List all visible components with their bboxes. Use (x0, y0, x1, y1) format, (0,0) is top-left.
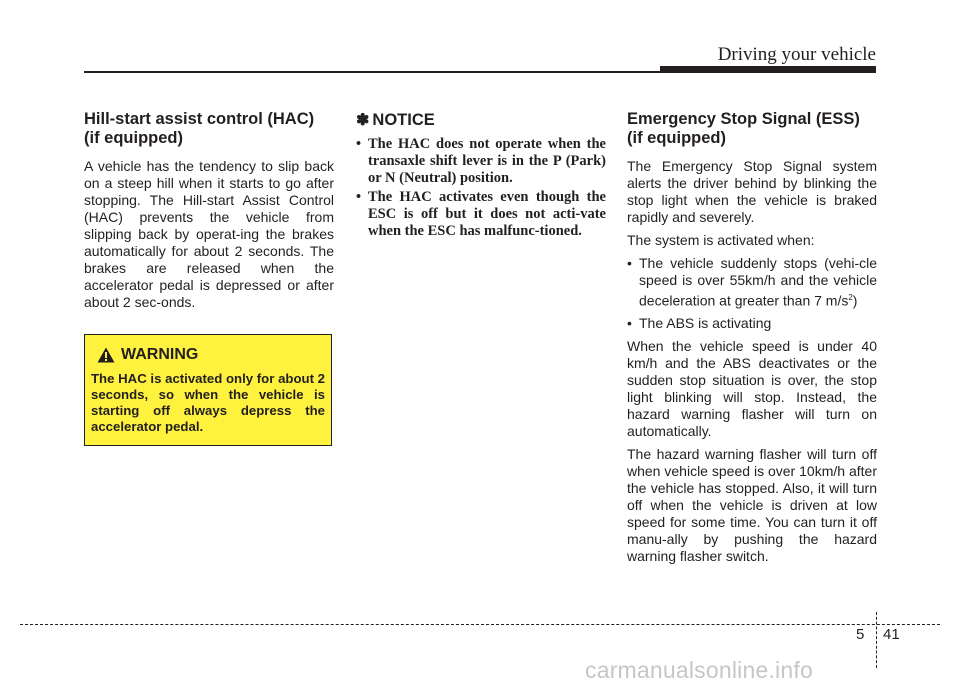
warning-title: WARNING (121, 346, 199, 363)
ess-deactivate-paragraph: When the vehicle speed is under 40 km/h and the ABS deactivates or the sudden stop situation is over, the stop light blinking will stop. Instead, the hazard warning flasher will turn on automatically. (627, 337, 877, 439)
ess-heading-line1: Emergency Stop Signal (ESS) (627, 110, 860, 128)
page-number: 41 (883, 626, 900, 643)
notice-item (356, 136, 606, 187)
bullet: • (356, 189, 362, 205)
hac-heading-line1: Hill-start assist control (HAC) (84, 110, 315, 128)
warning-box (84, 334, 332, 446)
warning-triangle-icon (97, 347, 115, 363)
column-ess (627, 110, 877, 571)
notice-item (356, 189, 606, 240)
ess-condition-end: ) (852, 292, 858, 309)
warning-text: The HAC is activated only for about 2 seconds, so when the vehicle is starting off always depress the accelerator pedal. (91, 371, 325, 434)
notice-list (356, 136, 606, 240)
section-title: Driving your vehicle (717, 44, 876, 65)
chapter-number: 5 (856, 626, 865, 643)
bullet: • (627, 255, 632, 271)
hac-heading (84, 110, 334, 148)
ess-heading-line2: (if equipped) (627, 129, 726, 147)
bullet: • (627, 314, 632, 331)
ess-intro: The Emergency Stop Signal system alerts the driver behind by blinking the stop light when the vehicle is braked rapidly and severely. (627, 158, 877, 225)
footer-divider (876, 612, 877, 668)
ess-flasher-paragraph: The hazard warning flasher will turn off when vehicle speed is over 10km/h after the vehicle has stopped. Also, it will turn off when the vehicle is driven at low speed for some time. You can turn it off manu-ally by pushing the hazard warning flasher switch. (627, 445, 877, 564)
notice-star-icon: ✽ (356, 112, 370, 129)
bullet: • (356, 136, 362, 152)
ess-condition-item (627, 255, 877, 310)
ess-condition-item (627, 315, 877, 332)
hac-heading-line2: (if equipped) (84, 129, 183, 147)
notice-item-text: The HAC activates even though the ESC is off but it does not acti-vate when the ESC has malfunc-tioned. (368, 189, 606, 239)
ess-activated-when: The system is activated when: (627, 232, 815, 248)
hac-body: A vehicle has the tendency to slip back on a steep hill when it starts to go after stopping. The Hill-start Assist Control (HAC) prevents the vehicle from slipping back by operat-ing the brakes automatically for about 2 seconds. The brakes are released when the accelerator pedal is depressed or after about 2 sec-onds. (84, 158, 334, 310)
header-rule-thick (660, 66, 876, 73)
superscript: 2 (848, 293, 853, 302)
ess-heading (627, 110, 877, 148)
ess-conditions-list (627, 255, 877, 332)
watermark: carmanualsonline.info (585, 657, 813, 683)
column-notice (356, 110, 606, 242)
column-hac (84, 110, 334, 317)
ess-condition-text: The ABS is activating (639, 314, 772, 331)
notice-heading (356, 110, 606, 130)
ess-condition-text: The vehicle suddenly stops (vehi-cle speed is over 55km/h and the vehicle deceleration at greater than 7 m/s (639, 255, 877, 309)
warning-header (97, 346, 198, 364)
notice-item-text: The HAC does not operate when the transaxle shift lever is in the P (Park) or N (Neutral) position. (368, 136, 606, 186)
notice-title: NOTICE (372, 110, 435, 129)
header-rule-thin (84, 71, 660, 73)
footer-rule (20, 624, 940, 625)
